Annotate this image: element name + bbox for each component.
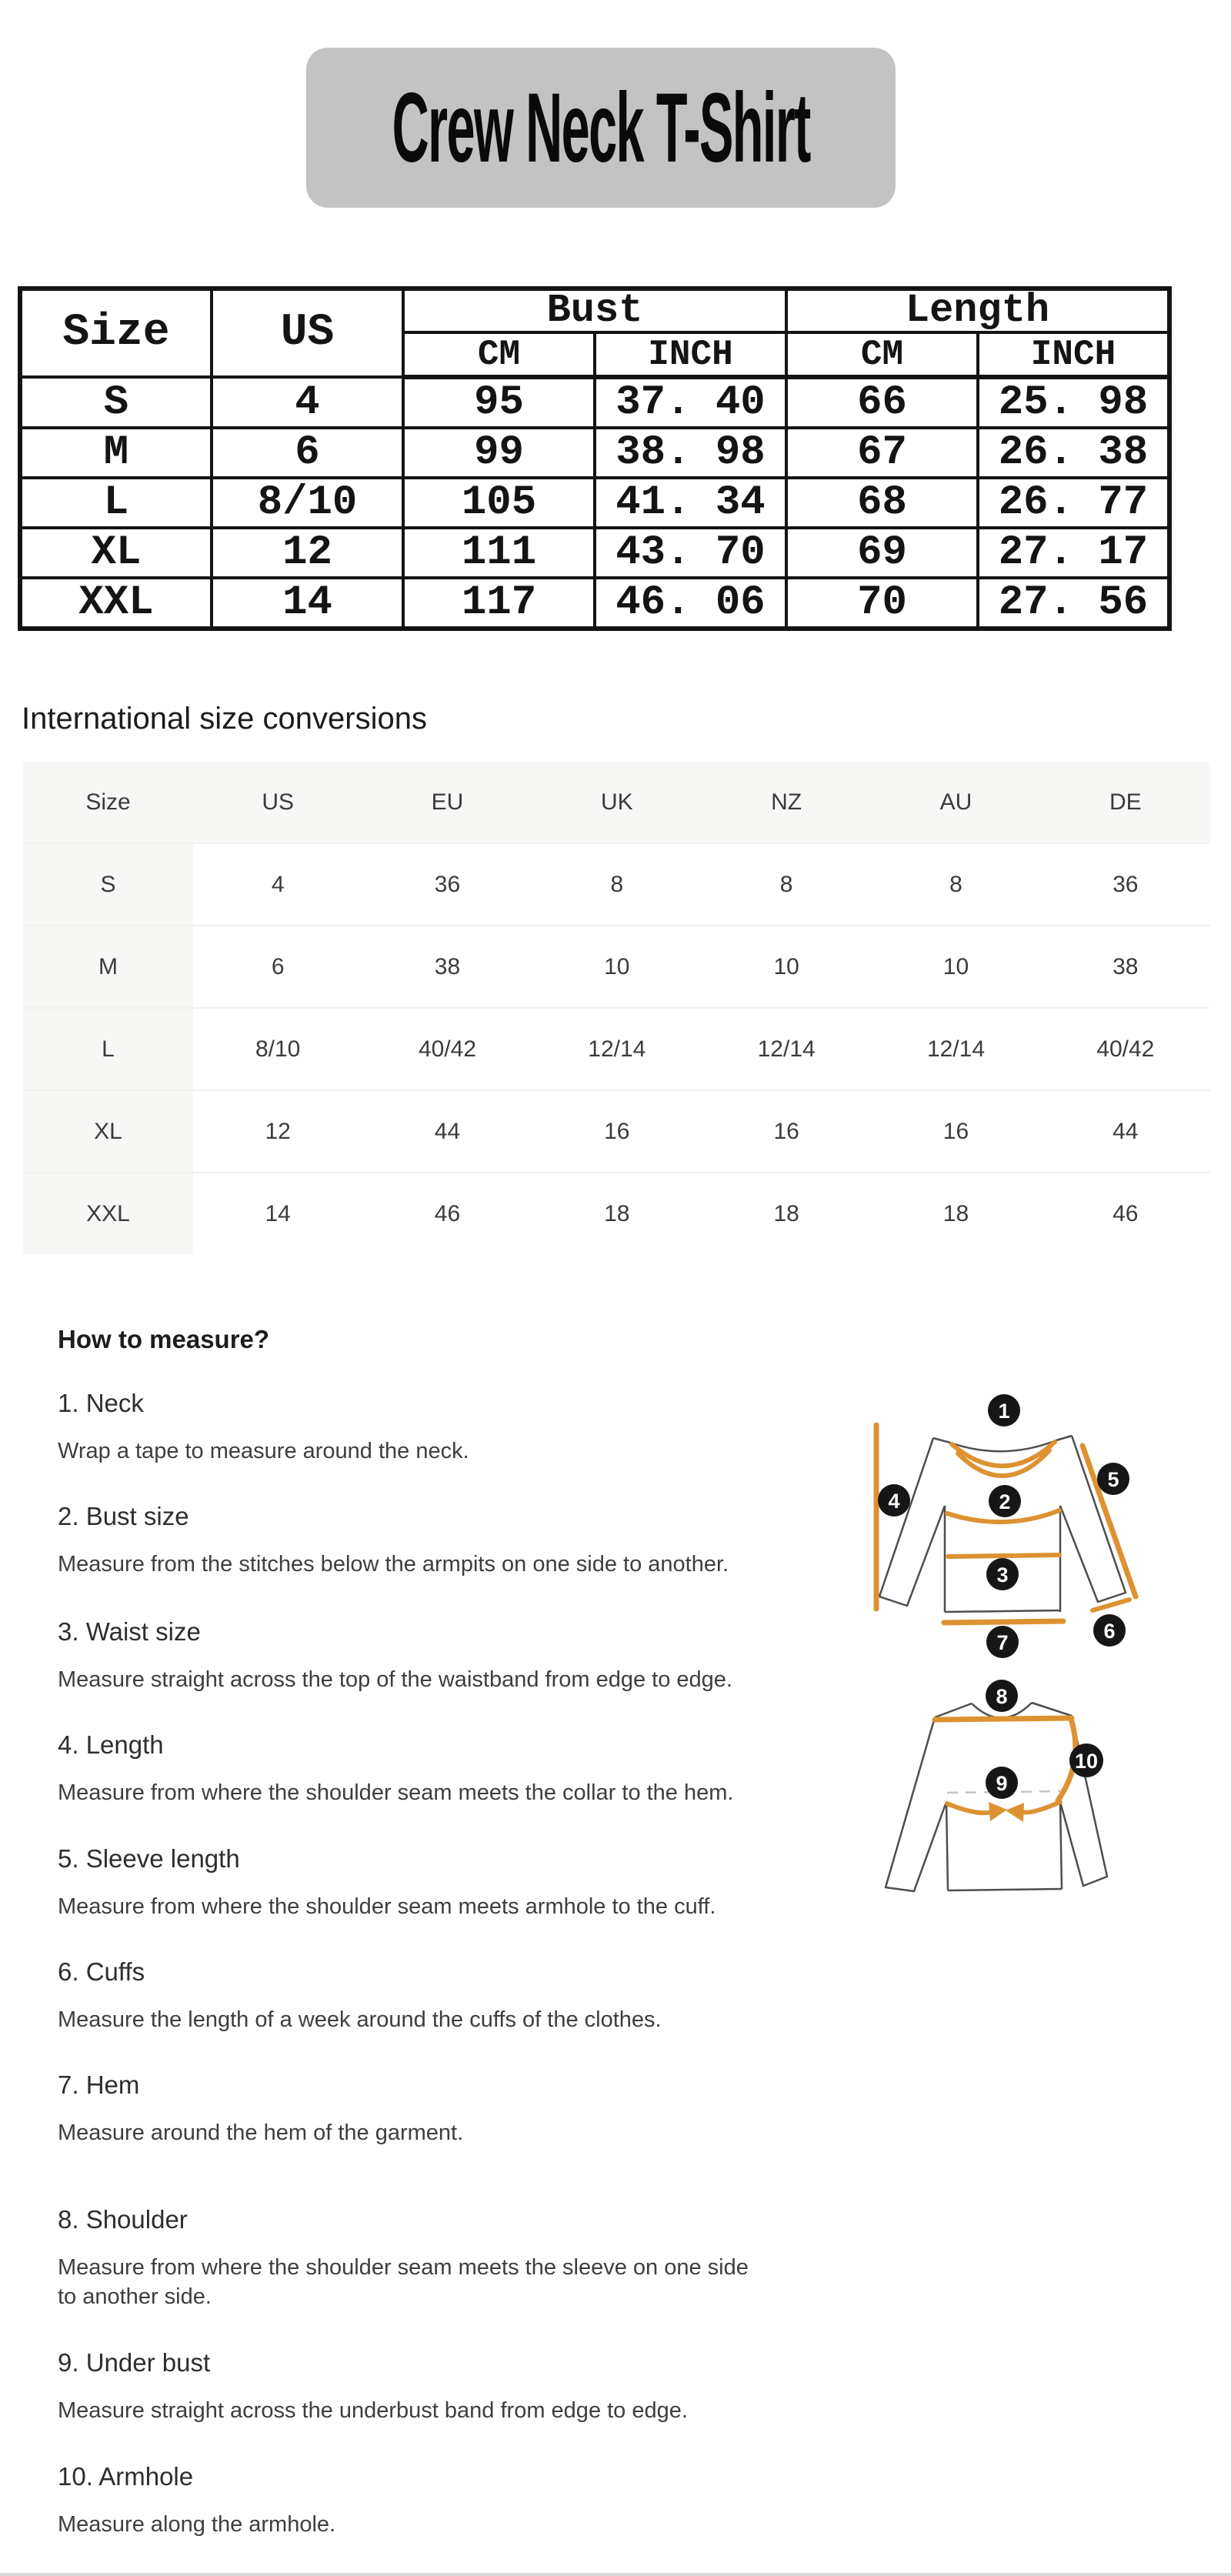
data-cell: 99	[403, 428, 595, 478]
measure-item-title: 5. Sleeve length	[58, 1844, 240, 1873]
intl-conversions-table	[23, 762, 1210, 1254]
measure-item-sleeve	[58, 1844, 850, 1921]
data-cell: 44	[1041, 1090, 1210, 1173]
data-cell: 12/14	[702, 1008, 871, 1090]
data-cell: 37. 40	[595, 377, 786, 428]
data-cell: 16	[702, 1090, 871, 1173]
data-cell: S	[20, 377, 212, 428]
desc-line: Measure from where the shoulder seam meets the sleeve on one side	[58, 2255, 749, 2280]
measure-badge-9	[986, 1767, 1018, 1799]
data-cell: 25. 98	[978, 377, 1169, 428]
data-cell: 70	[786, 578, 978, 629]
underbust-arrow-left	[947, 1804, 992, 1813]
data-cell: 10	[871, 926, 1040, 1008]
data-cell: 8/10	[193, 1008, 362, 1090]
measure-badge-5	[1097, 1463, 1129, 1495]
measure-badge-10	[1069, 1743, 1103, 1777]
intl-col-header: NZ	[702, 762, 871, 843]
measure-item-desc: Measure the length of a week around the cuffs of the clothes.	[58, 2007, 662, 2032]
measure-item-desc: Measure around the hem of the garment.	[58, 2121, 464, 2145]
col-header-length-cm: CM	[786, 332, 978, 377]
shirt-measure-diagram-front	[835, 1381, 1166, 1689]
data-cell: 46. 06	[595, 578, 786, 629]
waist-measure-line	[948, 1555, 1059, 1557]
data-cell: 26. 38	[978, 428, 1169, 478]
data-cell: 27. 56	[978, 578, 1169, 629]
svg-text:6: 6	[1103, 1620, 1116, 1643]
data-cell: 8	[871, 843, 1040, 926]
measure-item-length	[58, 1730, 850, 1807]
data-cell: 38	[1041, 926, 1210, 1008]
svg-text:2: 2	[999, 1490, 1011, 1513]
data-cell: XXL	[20, 578, 212, 629]
measure-item-neck	[58, 1389, 850, 1466]
data-cell: 6	[212, 428, 403, 478]
data-cell: 8/10	[212, 478, 403, 528]
measure-item-desc: Measure along the armhole.	[58, 2512, 336, 2537]
data-cell: 40/42	[1041, 1008, 1210, 1090]
measure-item-under-bust	[58, 2348, 850, 2425]
data-cell: 38	[362, 926, 532, 1008]
measure-item-title: 8. Shoulder	[58, 2205, 188, 2234]
data-cell: 18	[871, 1173, 1040, 1254]
data-cell: S	[23, 843, 193, 926]
data-cell: M	[20, 428, 212, 478]
data-cell: 43. 70	[595, 528, 786, 578]
data-cell: 10	[532, 926, 702, 1008]
arrowhead-left-icon	[1006, 1803, 1024, 1822]
data-cell: 117	[403, 578, 595, 629]
intl-col-header: UK	[532, 762, 702, 843]
svg-text:9: 9	[996, 1772, 1008, 1795]
data-cell: 40/42	[362, 1008, 532, 1090]
data-cell: 8	[532, 843, 702, 926]
svg-text:4: 4	[888, 1490, 900, 1513]
col-header-us: US	[212, 289, 403, 377]
measure-lines	[935, 1718, 1076, 1813]
svg-text:5: 5	[1107, 1468, 1119, 1491]
col-header-bust-inch: INCH	[595, 332, 786, 377]
data-cell: 18	[532, 1173, 702, 1254]
table-row	[20, 578, 1169, 629]
data-cell: 14	[212, 578, 403, 629]
data-cell: 18	[702, 1173, 871, 1254]
title-plaque	[306, 48, 896, 208]
data-cell: 38. 98	[595, 428, 786, 478]
table-row	[20, 478, 1169, 528]
data-cell: 66	[786, 377, 978, 428]
shoulder-measure-line	[935, 1718, 1072, 1720]
table-row	[20, 377, 1169, 428]
measure-badge-2	[989, 1485, 1021, 1517]
svg-text:3: 3	[996, 1563, 1009, 1587]
data-cell: XL	[23, 1090, 193, 1173]
data-cell: 26. 77	[978, 478, 1169, 528]
table-row	[23, 843, 1210, 926]
intl-col-header: EU	[362, 762, 532, 843]
measure-item-desc: Measure from the stitches below the armpits on one side to another.	[58, 1552, 729, 1577]
measure-badge-6	[1093, 1614, 1126, 1647]
data-cell: 68	[786, 478, 978, 528]
intl-col-header: DE	[1041, 762, 1210, 843]
data-cell: 12	[212, 528, 403, 578]
table-row	[23, 926, 1210, 1008]
measure-item-desc	[58, 2253, 850, 2312]
bottom-divider	[0, 2573, 1231, 2576]
data-cell: 36	[362, 843, 532, 926]
data-cell: 69	[786, 528, 978, 578]
measure-item-hem	[58, 2070, 850, 2147]
measure-lines	[876, 1425, 1136, 1623]
measure-item-desc: Measure from where the shoulder seam meets the collar to the hem.	[58, 1780, 734, 1805]
data-cell: M	[23, 926, 193, 1008]
data-cell: L	[20, 478, 212, 528]
measure-item-title: 1. Neck	[58, 1389, 144, 1417]
data-cell: 12/14	[532, 1008, 702, 1090]
measure-item-waist	[58, 1617, 850, 1694]
data-cell: XL	[20, 528, 212, 578]
hem-measure-line	[944, 1621, 1063, 1623]
arrowhead-right-icon	[989, 1802, 1007, 1821]
measure-item-desc: Measure from where the shoulder seam meets armhole to the cuff.	[58, 1894, 716, 1919]
measure-item-desc: Measure straight across the top of the waistband from edge to edge.	[58, 1667, 732, 1692]
data-cell: 67	[786, 428, 978, 478]
intl-col-header: US	[193, 762, 362, 843]
data-cell: 46	[362, 1173, 532, 1254]
measure-item-title: 7. Hem	[58, 2070, 140, 2099]
intl-header-row	[23, 762, 1210, 843]
col-header-size: Size	[20, 289, 212, 377]
data-cell: 12	[193, 1090, 362, 1173]
measure-item-shoulder	[58, 2205, 850, 2312]
data-cell: L	[23, 1008, 193, 1090]
data-cell: XXL	[23, 1173, 193, 1254]
measure-item-title: 6. Cuffs	[58, 1957, 145, 1986]
measure-badge-3	[986, 1558, 1019, 1590]
measure-item-title: 9. Under bust	[58, 2348, 211, 2377]
data-cell: 46	[1041, 1173, 1210, 1254]
col-header-bust: Bust	[403, 289, 786, 332]
data-cell: 10	[702, 926, 871, 1008]
data-cell: 44	[362, 1090, 532, 1173]
size-table-header-row	[20, 289, 1169, 332]
intl-conversions-heading: International size conversions	[22, 702, 427, 736]
size-chart-table	[18, 286, 1172, 631]
data-cell: 16	[532, 1090, 702, 1173]
intl-col-header: AU	[871, 762, 1040, 843]
svg-text:8: 8	[996, 1685, 1008, 1708]
measure-item-bust	[58, 1502, 850, 1579]
col-header-bust-cm: CM	[403, 332, 595, 377]
measure-item-desc: Measure straight across the underbust band from edge to edge.	[58, 2398, 688, 2423]
underbust-arrow-right	[1021, 1802, 1060, 1813]
data-cell: 95	[403, 377, 595, 428]
data-cell: 4	[193, 843, 362, 926]
measure-item-title: 2. Bust size	[58, 1502, 189, 1530]
table-row	[23, 1008, 1210, 1090]
col-header-length-inch: INCH	[978, 332, 1169, 377]
measure-badge-1	[988, 1394, 1020, 1426]
data-cell: 41. 34	[595, 478, 786, 528]
data-cell: 36	[1041, 843, 1210, 926]
col-header-length: Length	[786, 289, 1169, 332]
measure-item-cuffs	[58, 1957, 850, 2034]
data-cell: 12/14	[871, 1008, 1040, 1090]
how-to-measure-heading: How to measure?	[58, 1325, 270, 1353]
data-cell: 27. 17	[978, 528, 1169, 578]
measure-item-title: 3. Waist size	[58, 1617, 201, 1646]
data-cell: 4	[212, 377, 403, 428]
table-row	[23, 1173, 1210, 1254]
desc-line: to another side.	[58, 2284, 212, 2310]
data-cell: 16	[871, 1090, 1040, 1173]
svg-text:1: 1	[998, 1400, 1010, 1423]
measure-badge-7	[986, 1626, 1019, 1658]
data-cell: 105	[403, 478, 595, 528]
intl-col-header: Size	[23, 762, 193, 843]
svg-text:7: 7	[996, 1631, 1009, 1654]
measure-item-armhole	[58, 2462, 850, 2539]
measure-item-title: 4. Length	[58, 1730, 164, 1759]
data-cell: 14	[193, 1173, 362, 1254]
svg-text:10: 10	[1074, 1750, 1099, 1773]
table-row	[23, 1090, 1210, 1173]
data-cell: 8	[702, 843, 871, 926]
shirt-measure-diagram-back	[835, 1677, 1166, 1916]
data-cell: 6	[193, 926, 362, 1008]
measure-item-desc: Wrap a tape to measure around the neck.	[58, 1439, 469, 1463]
table-row	[20, 528, 1169, 578]
data-cell: 111	[403, 528, 595, 578]
page-title: Crew Neck T-Shirt	[392, 72, 810, 183]
measure-item-title: 10. Armhole	[58, 2462, 194, 2491]
table-row	[20, 428, 1169, 478]
measure-badge-8	[986, 1680, 1018, 1712]
measure-badge-4	[878, 1484, 910, 1517]
